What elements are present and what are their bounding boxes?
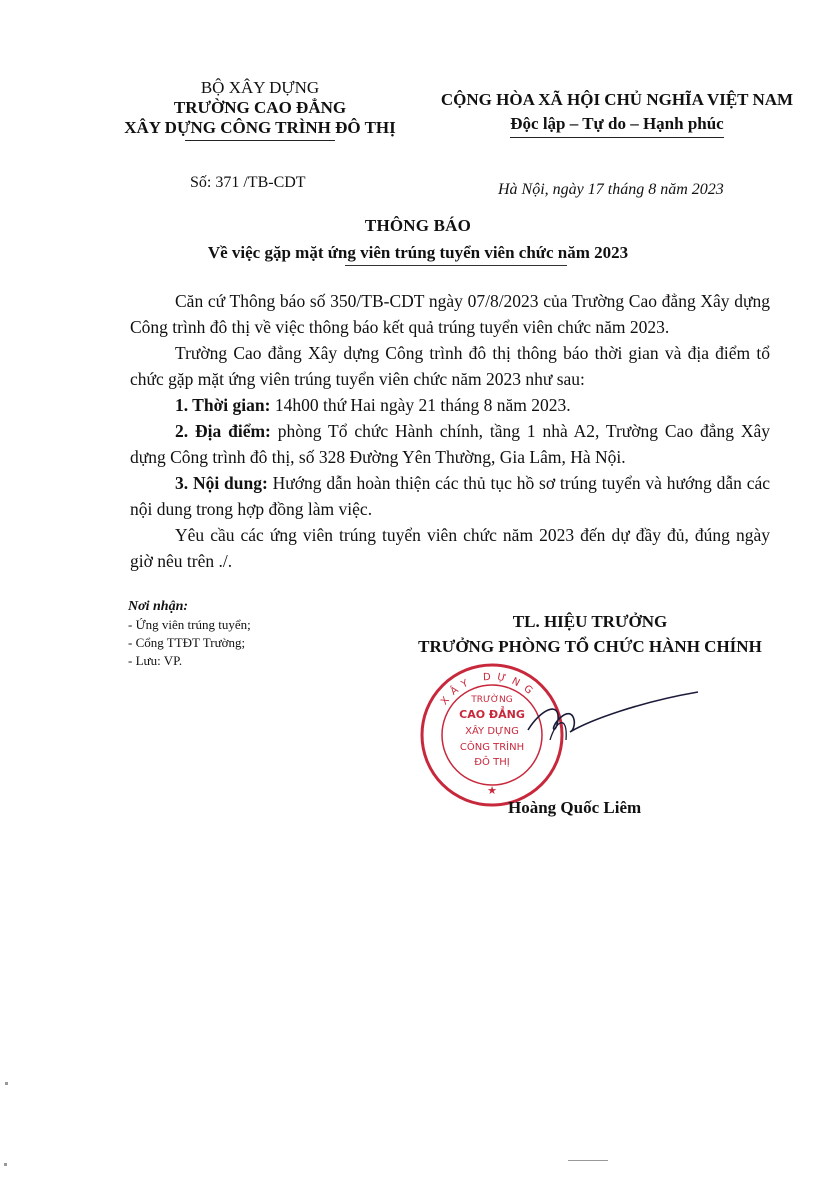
document-number: Số: 371 /TB-CDT (190, 174, 306, 191)
school-name-line2: XÂY DỰNG CÔNG TRÌNH ĐÔ THỊ (124, 118, 396, 137)
content-item (130, 470, 770, 522)
stamp-line2: CAO ĐẲNG (459, 708, 525, 721)
recipients-block (128, 598, 251, 670)
national-motto: Độc lập – Tự do – Hạnh phúc (510, 112, 723, 138)
signer-authority: TL. HIỆU TRƯỞNG (512, 612, 668, 631)
place-date: Hà Nội, ngày 17 tháng 8 năm 2023 (498, 181, 724, 198)
scan-speck (5, 1082, 8, 1085)
handwritten-signature (520, 680, 720, 760)
stamp-ring-text: XÂY DỰNG (439, 671, 539, 708)
document-subtitle: Về việc gặp mặt ứng viên trúng tuyển viên chức năm 2023 (207, 243, 629, 262)
national-title-block (412, 88, 822, 138)
republic-name: CỘNG HÒA XÃ HỘI CHỦ NGHĨA VIỆT NAM (440, 90, 794, 109)
intro-paragraph: Trường Cao đẳng Xây dựng Công trình đô thị thông báo thời gian và địa điểm tổ chức gặp mặt ứng viên trúng tuyển viên chức năm 2023 như sau: (130, 343, 770, 389)
time-value: 14h00 thứ Hai ngày 21 tháng 8 năm 2023. (270, 395, 571, 415)
recipient-item: - Cổng TTĐT Trường; (128, 635, 246, 650)
stamp-line4: CÔNG TRÌNH (459, 742, 525, 753)
signer-name: Hoàng Quốc Liêm (508, 798, 642, 817)
basis-paragraph: Căn cứ Thông báo số 350/TB-CDT ngày 07/8/2023 của Trường Cao đẳng Xây dựng Công trình đô thị về việc thông báo kết quả trúng tuyển viên chức năm 2023. (130, 291, 770, 337)
request-paragraph: Yêu cầu các ứng viên trúng tuyển viên chức năm 2023 đến dự đầy đủ, đúng ngày giờ nêu trên ./. (130, 525, 770, 571)
document-title: THÔNG BÁO (364, 216, 472, 235)
location-label: 2. Địa điểm: (175, 421, 271, 441)
content-value: Hướng dẫn hoàn thiện các thủ tục hồ sơ trúng tuyển và hướng dẫn các nội dung trong hợp đồng làm việc. (130, 473, 771, 519)
stamp-line5: ĐÔ THỊ (474, 757, 510, 768)
signer-position: TRƯỞNG PHÒNG TỔ CHỨC HÀNH CHÍNH (418, 637, 762, 656)
signer-title-block (390, 609, 790, 659)
stamp-star-icon: ★ (487, 784, 497, 797)
recipient-item: - Lưu: VP. (128, 653, 183, 668)
recipient-item: - Ứng viên trúng tuyển; (128, 617, 251, 632)
time-item (130, 392, 770, 418)
time-label: 1. Thời gian: (175, 395, 271, 415)
scan-speck (568, 1160, 608, 1161)
agency-underline (185, 140, 335, 141)
issuing-agency-block (95, 78, 425, 141)
scan-speck (4, 1163, 7, 1166)
content-label: 3. Nội dung: (175, 473, 268, 493)
stamp-line3: XÂY DỰNG (465, 726, 519, 737)
location-item (130, 418, 770, 470)
ministry-name: BỘ XÂY DỰNG (200, 78, 320, 97)
recipients-heading: Nơi nhận: (128, 599, 189, 614)
subtitle-underline (345, 265, 567, 266)
location-value: phòng Tổ chức Hành chính, tầng 1 nhà A2, Trường Cao đẳng Xây dựng Công trình đô thị, số 328 Đường Yên Thường, Gia Lâm, Hà Nội. (130, 421, 770, 467)
document-body (130, 288, 770, 574)
school-name-line1: TRƯỜNG CAO ĐẲNG (173, 98, 347, 117)
stamp-line1: TRƯỜNG (471, 695, 513, 705)
